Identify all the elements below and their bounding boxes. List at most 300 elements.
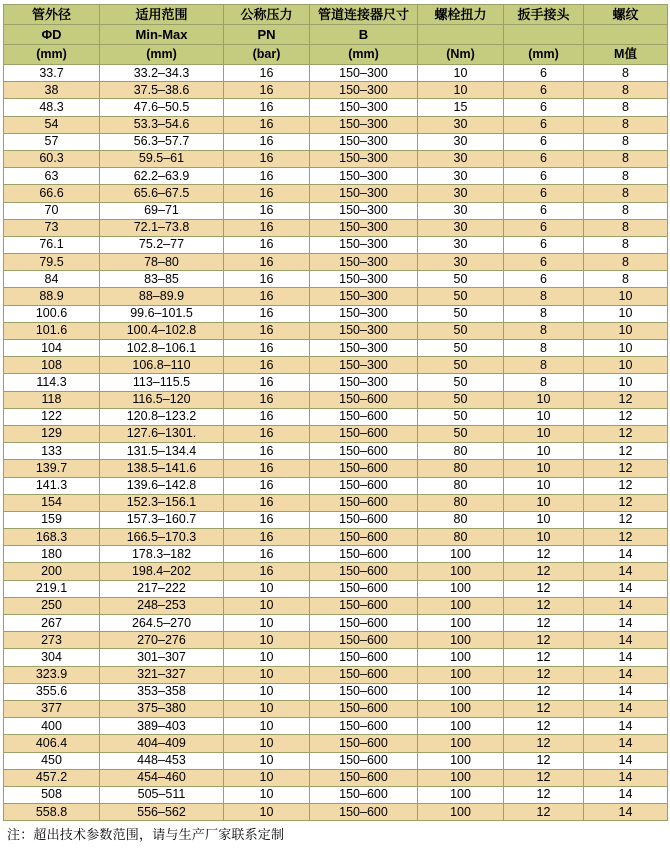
table-cell: 8: [504, 374, 584, 391]
table-cell: 10: [504, 529, 584, 546]
table-cell: 50: [418, 374, 504, 391]
table-cell: 198.4–202: [100, 563, 224, 580]
table-cell: 12: [504, 563, 584, 580]
unit-wrench-fitting: (mm): [504, 45, 584, 65]
table-cell: 10: [418, 65, 504, 82]
table-cell: 100: [418, 735, 504, 752]
header-row-symbol: [4, 25, 668, 45]
table-cell: 50: [418, 391, 504, 408]
table-row: [4, 322, 668, 339]
table-cell: 150–600: [310, 546, 418, 563]
table-row: [4, 374, 668, 391]
table-cell: 10: [224, 804, 310, 821]
table-cell: 16: [224, 116, 310, 133]
table-cell: 50: [418, 340, 504, 357]
table-cell: 88.9: [4, 288, 100, 305]
table-row: [4, 666, 668, 683]
table-cell: 8: [504, 322, 584, 339]
table-cell: 129: [4, 425, 100, 442]
table-cell: 150–600: [310, 649, 418, 666]
table-cell: 50: [418, 357, 504, 374]
table-cell: 10: [504, 425, 584, 442]
table-row: [4, 133, 668, 150]
table-cell: 100: [418, 649, 504, 666]
table-row: [4, 99, 668, 116]
table-cell: 12: [584, 391, 668, 408]
table-cell: 150–600: [310, 786, 418, 803]
table-cell: 80: [418, 529, 504, 546]
table-cell: 33.2–34.3: [100, 65, 224, 82]
table-cell: 16: [224, 322, 310, 339]
table-cell: 150–300: [310, 288, 418, 305]
table-cell: 59.5–61: [100, 150, 224, 167]
table-cell: 450: [4, 752, 100, 769]
table-cell: 10: [504, 443, 584, 460]
table-cell: 6: [504, 271, 584, 288]
table-cell: 150–300: [310, 65, 418, 82]
table-row: [4, 116, 668, 133]
table-cell: 248–253: [100, 597, 224, 614]
table-row: [4, 202, 668, 219]
table-cell: 8: [584, 65, 668, 82]
table-cell: 16: [224, 357, 310, 374]
table-cell: 101.6: [4, 322, 100, 339]
table-cell: 38: [4, 82, 100, 99]
table-cell: 556–562: [100, 804, 224, 821]
table-cell: 150–300: [310, 202, 418, 219]
specification-table: [3, 4, 668, 821]
table-row: [4, 494, 668, 511]
table-cell: 457.2: [4, 769, 100, 786]
table-cell: 8: [584, 254, 668, 271]
table-cell: 448–453: [100, 752, 224, 769]
table-cell: 108: [4, 357, 100, 374]
table-cell: 100: [418, 752, 504, 769]
table-cell: 100: [418, 683, 504, 700]
table-cell: 304: [4, 649, 100, 666]
table-cell: 12: [584, 477, 668, 494]
table-cell: 14: [584, 666, 668, 683]
table-row: [4, 219, 668, 236]
table-cell: 12: [504, 769, 584, 786]
table-cell: 10: [584, 340, 668, 357]
table-cell: 16: [224, 511, 310, 528]
table-cell: 122: [4, 408, 100, 425]
table-cell: 150–600: [310, 632, 418, 649]
table-cell: 138.5–141.6: [100, 460, 224, 477]
table-row: [4, 477, 668, 494]
table-cell: 14: [584, 597, 668, 614]
table-cell: 10: [224, 735, 310, 752]
table-cell: 83–85: [100, 271, 224, 288]
table-cell: 16: [224, 202, 310, 219]
table-cell: 10: [224, 700, 310, 717]
symbol-outer-diameter: ΦD: [4, 25, 100, 45]
table-cell: 30: [418, 202, 504, 219]
table-cell: 321–327: [100, 666, 224, 683]
unit-nominal-pressure: (bar): [224, 45, 310, 65]
table-cell: 150–300: [310, 82, 418, 99]
table-cell: 150–600: [310, 460, 418, 477]
table-cell: 8: [584, 168, 668, 185]
table-cell: 14: [584, 700, 668, 717]
table-cell: 16: [224, 168, 310, 185]
table-cell: 33.7: [4, 65, 100, 82]
table-cell: 72.1–73.8: [100, 219, 224, 236]
symbol-wrench-fitting: [504, 25, 584, 45]
table-cell: 16: [224, 460, 310, 477]
table-cell: 104: [4, 340, 100, 357]
table-cell: 12: [584, 408, 668, 425]
table-row: [4, 271, 668, 288]
table-cell: 16: [224, 546, 310, 563]
table-row: [4, 700, 668, 717]
table-cell: 30: [418, 185, 504, 202]
table-cell: 100: [418, 597, 504, 614]
table-cell: 6: [504, 185, 584, 202]
table-cell: 133: [4, 443, 100, 460]
table-cell: 150–600: [310, 391, 418, 408]
table-cell: 50: [418, 288, 504, 305]
table-cell: 57: [4, 133, 100, 150]
table-cell: 16: [224, 185, 310, 202]
table-cell: 150–300: [310, 254, 418, 271]
table-cell: 14: [584, 786, 668, 803]
table-row: [4, 288, 668, 305]
table-cell: 10: [584, 374, 668, 391]
table-cell: 12: [504, 718, 584, 735]
table-row: [4, 546, 668, 563]
table-row: [4, 236, 668, 253]
table-cell: 150–300: [310, 357, 418, 374]
table-cell: 150–600: [310, 563, 418, 580]
table-cell: 150–600: [310, 477, 418, 494]
table-cell: 14: [584, 735, 668, 752]
table-cell: 100: [418, 615, 504, 632]
table-cell: 100: [418, 804, 504, 821]
table-cell: 100: [418, 700, 504, 717]
table-cell: 12: [504, 580, 584, 597]
symbol-range: Min-Max: [100, 25, 224, 45]
table-cell: 12: [584, 460, 668, 477]
table-cell: 6: [504, 202, 584, 219]
table-cell: 100: [418, 563, 504, 580]
table-cell: 150–300: [310, 305, 418, 322]
table-cell: 301–307: [100, 649, 224, 666]
table-cell: 50: [418, 305, 504, 322]
table-row: [4, 563, 668, 580]
table-cell: 150–600: [310, 425, 418, 442]
column-header-outer-diameter: 管外径: [4, 5, 100, 25]
table-cell: 150–300: [310, 116, 418, 133]
table-cell: 16: [224, 236, 310, 253]
table-cell: 150–600: [310, 529, 418, 546]
table-cell: 53.3–54.6: [100, 116, 224, 133]
table-cell: 14: [584, 769, 668, 786]
table-cell: 10: [584, 288, 668, 305]
table-cell: 154: [4, 494, 100, 511]
table-cell: 12: [504, 597, 584, 614]
table-cell: 12: [584, 529, 668, 546]
table-cell: 16: [224, 408, 310, 425]
table-cell: 8: [504, 305, 584, 322]
table-cell: 150–600: [310, 683, 418, 700]
table-cell: 16: [224, 425, 310, 442]
table-cell: 16: [224, 563, 310, 580]
table-cell: 10: [224, 632, 310, 649]
table-cell: 14: [584, 615, 668, 632]
table-cell: 159: [4, 511, 100, 528]
table-cell: 14: [584, 804, 668, 821]
table-cell: 14: [584, 546, 668, 563]
table-cell: 10: [418, 82, 504, 99]
table-cell: 50: [418, 408, 504, 425]
table-cell: 10: [504, 511, 584, 528]
table-cell: 10: [504, 477, 584, 494]
table-cell: 150–600: [310, 494, 418, 511]
table-cell: 16: [224, 477, 310, 494]
table-cell: 75.2–77: [100, 236, 224, 253]
table-cell: 12: [584, 443, 668, 460]
table-row: [4, 82, 668, 99]
table-cell: 12: [504, 752, 584, 769]
table-cell: 6: [504, 254, 584, 271]
table-row: [4, 254, 668, 271]
table-cell: 54: [4, 116, 100, 133]
table-cell: 8: [584, 271, 668, 288]
table-row: [4, 425, 668, 442]
table-row: [4, 185, 668, 202]
table-cell: 10: [224, 649, 310, 666]
table-cell: 166.5–170.3: [100, 529, 224, 546]
table-cell: 6: [504, 168, 584, 185]
table-cell: 353–358: [100, 683, 224, 700]
table-row: [4, 529, 668, 546]
table-cell: 150–600: [310, 580, 418, 597]
table-cell: 10: [224, 752, 310, 769]
header-row-unit: [4, 45, 668, 65]
table-cell: 10: [584, 322, 668, 339]
table-cell: 150–300: [310, 150, 418, 167]
table-cell: 6: [504, 236, 584, 253]
table-cell: 37.5–38.6: [100, 82, 224, 99]
table-cell: 10: [504, 460, 584, 477]
unit-coupler-size: (mm): [310, 45, 418, 65]
table-cell: 264.5–270: [100, 615, 224, 632]
table-cell: 150–300: [310, 322, 418, 339]
table-cell: 15: [418, 99, 504, 116]
table-cell: 16: [224, 443, 310, 460]
table-cell: 404–409: [100, 735, 224, 752]
symbol-coupler-size: B: [310, 25, 418, 45]
table-cell: 12: [504, 649, 584, 666]
table-cell: 157.3–160.7: [100, 511, 224, 528]
table-cell: 12: [504, 632, 584, 649]
table-cell: 100: [418, 786, 504, 803]
table-cell: 12: [504, 546, 584, 563]
table-cell: 6: [504, 99, 584, 116]
table-cell: 150–600: [310, 443, 418, 460]
table-cell: 12: [584, 425, 668, 442]
table-cell: 100: [418, 769, 504, 786]
table-cell: 14: [584, 632, 668, 649]
table-cell: 8: [584, 133, 668, 150]
table-cell: 267: [4, 615, 100, 632]
table-cell: 152.3–156.1: [100, 494, 224, 511]
table-cell: 377: [4, 700, 100, 717]
table-cell: 16: [224, 271, 310, 288]
table-cell: 47.6–50.5: [100, 99, 224, 116]
table-cell: 150–600: [310, 769, 418, 786]
table-cell: 12: [504, 804, 584, 821]
table-cell: 16: [224, 99, 310, 116]
table-cell: 100: [418, 546, 504, 563]
table-cell: 76.1: [4, 236, 100, 253]
column-header-coupler-size: 管道连接器尺寸: [310, 5, 418, 25]
table-cell: 10: [584, 357, 668, 374]
table-cell: 12: [504, 666, 584, 683]
header-row-title: [4, 5, 668, 25]
table-cell: 50: [418, 322, 504, 339]
symbol-thread: [584, 25, 668, 45]
table-cell: 10: [224, 683, 310, 700]
table-cell: 56.3–57.7: [100, 133, 224, 150]
table-cell: 62.2–63.9: [100, 168, 224, 185]
table-cell: 100.4–102.8: [100, 322, 224, 339]
table-cell: 14: [584, 752, 668, 769]
unit-bolt-torque: (Nm): [418, 45, 504, 65]
table-cell: 48.3: [4, 99, 100, 116]
table-cell: 389–403: [100, 718, 224, 735]
table-row: [4, 408, 668, 425]
table-cell: 118: [4, 391, 100, 408]
table-cell: 219.1: [4, 580, 100, 597]
table-cell: 12: [584, 494, 668, 511]
table-cell: 8: [584, 99, 668, 116]
table-cell: 355.6: [4, 683, 100, 700]
table-cell: 8: [584, 185, 668, 202]
table-row: [4, 752, 668, 769]
table-cell: 150–600: [310, 735, 418, 752]
symbol-nominal-pressure: PN: [224, 25, 310, 45]
table-cell: 168.3: [4, 529, 100, 546]
table-cell: 69–71: [100, 202, 224, 219]
table-cell: 30: [418, 133, 504, 150]
table-cell: 16: [224, 494, 310, 511]
table-cell: 131.5–134.4: [100, 443, 224, 460]
table-cell: 10: [224, 769, 310, 786]
table-row: [4, 65, 668, 82]
table-cell: 150–300: [310, 185, 418, 202]
table-cell: 400: [4, 718, 100, 735]
table-cell: 100: [418, 666, 504, 683]
table-cell: 30: [418, 168, 504, 185]
table-row: [4, 632, 668, 649]
table-cell: 180: [4, 546, 100, 563]
table-cell: 14: [584, 580, 668, 597]
table-cell: 150–300: [310, 374, 418, 391]
table-cell: 50: [418, 425, 504, 442]
table-cell: 16: [224, 529, 310, 546]
table-cell: 139.7: [4, 460, 100, 477]
table-cell: 150–600: [310, 804, 418, 821]
table-cell: 10: [224, 597, 310, 614]
table-row: [4, 168, 668, 185]
table-cell: 10: [224, 580, 310, 597]
table-cell: 454–460: [100, 769, 224, 786]
table-cell: 65.6–67.5: [100, 185, 224, 202]
table-cell: 10: [224, 718, 310, 735]
table-cell: 100.6: [4, 305, 100, 322]
table-cell: 16: [224, 288, 310, 305]
table-cell: 375–380: [100, 700, 224, 717]
table-cell: 80: [418, 460, 504, 477]
table-cell: 200: [4, 563, 100, 580]
table-cell: 250: [4, 597, 100, 614]
table-cell: 16: [224, 82, 310, 99]
symbol-bolt-torque: [418, 25, 504, 45]
table-cell: 150–300: [310, 340, 418, 357]
table-cell: 273: [4, 632, 100, 649]
column-header-wrench-fitting: 扳手接头: [504, 5, 584, 25]
table-cell: 66.6: [4, 185, 100, 202]
table-row: [4, 150, 668, 167]
table-cell: 100: [418, 632, 504, 649]
table-row: [4, 786, 668, 803]
table-cell: 16: [224, 133, 310, 150]
table-cell: 8: [584, 202, 668, 219]
table-row: [4, 443, 668, 460]
table-cell: 8: [584, 116, 668, 133]
table-cell: 10: [224, 615, 310, 632]
table-cell: 16: [224, 65, 310, 82]
unit-thread: M值: [584, 45, 668, 65]
table-cell: 8: [584, 236, 668, 253]
table-body: [4, 65, 668, 821]
table-cell: 16: [224, 219, 310, 236]
table-cell: 84: [4, 271, 100, 288]
table-cell: 100: [418, 718, 504, 735]
table-cell: 14: [584, 563, 668, 580]
table-cell: 6: [504, 116, 584, 133]
table-cell: 150–300: [310, 236, 418, 253]
unit-outer-diameter: (mm): [4, 45, 100, 65]
table-cell: 558.8: [4, 804, 100, 821]
table-row: [4, 718, 668, 735]
table-cell: 16: [224, 254, 310, 271]
table-cell: 217–222: [100, 580, 224, 597]
table-cell: 30: [418, 116, 504, 133]
table-cell: 8: [584, 150, 668, 167]
table-cell: 139.6–142.8: [100, 477, 224, 494]
table-cell: 14: [584, 683, 668, 700]
table-row: [4, 340, 668, 357]
table-row: [4, 391, 668, 408]
column-header-thread: 螺纹: [584, 5, 668, 25]
table-cell: 106.8–110: [100, 357, 224, 374]
table-cell: 8: [504, 340, 584, 357]
table-cell: 78–80: [100, 254, 224, 271]
table-cell: 120.8–123.2: [100, 408, 224, 425]
table-cell: 80: [418, 477, 504, 494]
table-cell: 406.4: [4, 735, 100, 752]
table-row: [4, 769, 668, 786]
table-cell: 150–300: [310, 99, 418, 116]
table-cell: 16: [224, 305, 310, 322]
table-cell: 12: [504, 700, 584, 717]
table-cell: 150–600: [310, 615, 418, 632]
table-cell: 150–600: [310, 408, 418, 425]
